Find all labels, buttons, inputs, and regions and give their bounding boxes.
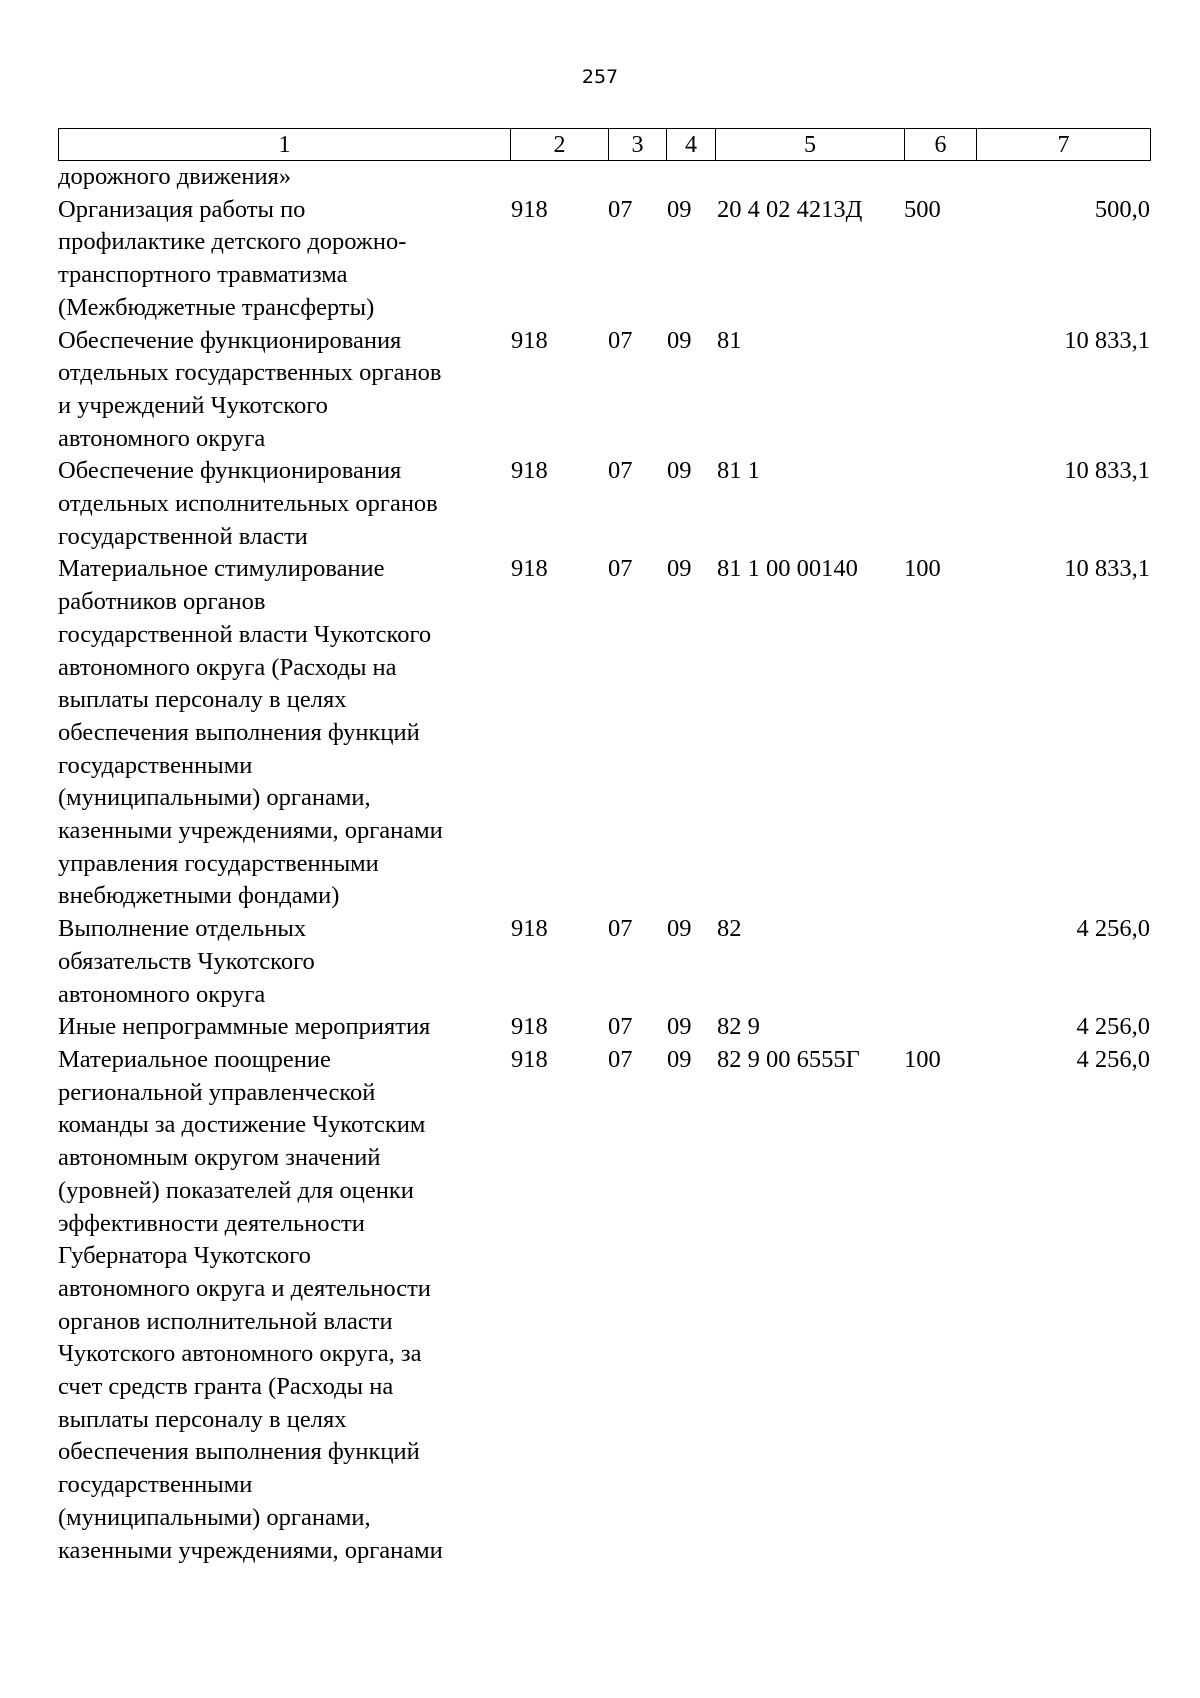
- expense-name-line: профилактике детского дорожно-: [58, 228, 407, 256]
- expense-name-line: органов исполнительной власти: [58, 1307, 393, 1335]
- column-header-4: 4: [667, 129, 716, 161]
- department-code-cell: 918: [511, 1013, 548, 1041]
- subsection-cell: 09: [667, 326, 692, 354]
- expense-type-cell: [904, 913, 976, 1011]
- target-article-cell: 82 9: [717, 1013, 760, 1041]
- expense-name-line: (уровней) показателей для оценки: [58, 1176, 414, 1204]
- amount-cell: 4 256,0: [1076, 1013, 1150, 1041]
- expense-name-line: автономным округом значений: [58, 1144, 381, 1172]
- section-cell: 07: [608, 1013, 633, 1041]
- expense-name-line: (муниципальными) органами,: [58, 1503, 371, 1531]
- expense-name-cell: [58, 161, 510, 194]
- target-article-cell: 82: [717, 915, 742, 943]
- section-cell: 07: [608, 326, 633, 354]
- expense-name-line: региональной управленческой: [58, 1078, 376, 1106]
- expense-name-line: автономного округа (Расходы на: [58, 653, 397, 681]
- subsection-cell: 09: [667, 195, 692, 223]
- expense-name-line: Обеспечение функционирования: [58, 326, 402, 354]
- expense-name-cell: [58, 553, 510, 913]
- amount-cell: [976, 161, 1150, 194]
- table-row: [58, 161, 1150, 194]
- column-header-table: [58, 128, 1151, 161]
- table-row: [58, 325, 1150, 456]
- column-header-3: 3: [609, 129, 667, 161]
- subsection-cell: [666, 161, 715, 194]
- expense-name-cell: [58, 1011, 510, 1044]
- table-row: [58, 455, 1150, 553]
- expense-name-line: казенными учреждениями, органами: [58, 817, 443, 845]
- expense-type-cell: 100: [904, 1045, 941, 1073]
- expense-name-line: обеспечения выполнения функций: [58, 718, 420, 746]
- expense-name-line: и учреждений Чукотского: [58, 391, 328, 419]
- target-article-cell: 81 1 00 00140: [717, 555, 858, 583]
- section-cell: [608, 161, 666, 194]
- expense-type-cell: [904, 325, 976, 456]
- expense-name-line: счет средств гранта (Расходы на: [58, 1373, 394, 1401]
- column-header-row: [59, 129, 1151, 161]
- target-article-cell: 81: [717, 326, 742, 354]
- amount-cell: 4 256,0: [1076, 915, 1150, 943]
- expense-name-line: транспортного травматизма: [58, 261, 348, 289]
- expense-name-cell: [58, 913, 510, 1011]
- expense-name-cell: [58, 455, 510, 553]
- expense-name-line: казенными учреждениями, органами: [58, 1536, 443, 1564]
- expense-name-line: Чукотского автономного округа, за: [58, 1340, 422, 1368]
- expense-name-line: автономного округа: [58, 424, 266, 452]
- expense-type-cell: 500: [904, 195, 941, 223]
- department-code-cell: 918: [511, 195, 548, 223]
- expense-name-line: внебюджетными фондами): [58, 882, 340, 910]
- expense-name-line: государственной власти Чукотского: [58, 620, 432, 648]
- expense-name-line: государственными: [58, 751, 253, 779]
- expense-type-cell: 100: [904, 555, 941, 583]
- target-article-cell: 81 1: [717, 457, 760, 485]
- page-number: 257: [581, 66, 619, 88]
- expense-name-line: работников органов: [58, 588, 266, 616]
- table-row: [58, 1011, 1150, 1044]
- expense-name-line: выплаты персоналу в целях: [58, 686, 347, 714]
- table-row: [58, 913, 1150, 1011]
- column-header-2: 2: [511, 129, 609, 161]
- amount-cell: 4 256,0: [1076, 1045, 1150, 1073]
- department-code-cell: [510, 161, 608, 194]
- section-cell: 07: [608, 195, 633, 223]
- table-row: [58, 1044, 1150, 1567]
- expense-name-line: Обеспечение функционирования: [58, 457, 402, 485]
- expense-name-cell: [58, 325, 510, 456]
- subsection-cell: 09: [667, 915, 692, 943]
- expense-name-line: отдельных государственных органов: [58, 359, 442, 387]
- column-header-1: 1: [59, 129, 511, 161]
- department-code-cell: 918: [511, 326, 548, 354]
- expense-name-line: команды за достижение Чукотским: [58, 1111, 426, 1139]
- expense-name-line: управления государственными: [58, 849, 379, 877]
- expense-name-line: государственными: [58, 1471, 253, 1499]
- target-article-cell: [715, 161, 904, 194]
- section-cell: 07: [608, 1045, 633, 1073]
- expense-name-line: Выполнение отдельных: [58, 915, 307, 943]
- expense-name-line: Организация работы по: [58, 195, 306, 223]
- expense-name-line: (муниципальными) органами,: [58, 784, 371, 812]
- expense-name-line: Материальное стимулирование: [58, 555, 385, 583]
- department-code-cell: 918: [511, 457, 548, 485]
- expense-name-line: отдельных исполнительных органов: [58, 490, 438, 518]
- expense-name-line: эффективности деятельности: [58, 1209, 365, 1237]
- subsection-cell: 09: [667, 457, 692, 485]
- expense-name-line: Материальное поощрение: [58, 1045, 331, 1073]
- department-code-cell: 918: [511, 555, 548, 583]
- department-code-cell: 918: [511, 1045, 548, 1073]
- department-code-cell: 918: [511, 915, 548, 943]
- subsection-cell: 09: [667, 555, 692, 583]
- target-article-cell: 20 4 02 4213Д: [717, 195, 863, 223]
- expense-name-line: автономного округа: [58, 980, 266, 1008]
- column-header-7: 7: [977, 129, 1151, 161]
- expense-name-line: выплаты персоналу в целях: [58, 1405, 347, 1433]
- column-header-6: 6: [905, 129, 977, 161]
- amount-cell: 10 833,1: [1064, 555, 1150, 583]
- expense-name-line: Иные непрограммные мероприятия: [58, 1013, 431, 1041]
- target-article-cell: 82 9 00 6555Г: [717, 1045, 860, 1073]
- expense-name-line: Губернатора Чукотского: [58, 1242, 311, 1270]
- table-row: [58, 553, 1150, 913]
- expense-name-cell: [58, 1044, 510, 1567]
- expense-name-line: (Межбюджетные трансферты): [58, 293, 375, 321]
- budget-table: [58, 161, 1150, 1567]
- amount-cell: 10 833,1: [1064, 326, 1150, 354]
- subsection-cell: 09: [667, 1045, 692, 1073]
- column-header-5: 5: [716, 129, 905, 161]
- expense-name-line: обязательств Чукотского: [58, 947, 315, 975]
- subsection-cell: 09: [667, 1013, 692, 1041]
- expense-name-line: государственной власти: [58, 522, 308, 550]
- expense-type-cell: [904, 161, 976, 194]
- expense-name-cell: [58, 194, 510, 325]
- section-cell: 07: [608, 555, 633, 583]
- expense-name-line: автономного округа и деятельности: [58, 1274, 431, 1302]
- expense-type-cell: [904, 455, 976, 553]
- table-row: [58, 194, 1150, 325]
- amount-cell: 10 833,1: [1064, 457, 1150, 485]
- amount-cell: 500,0: [1094, 195, 1150, 223]
- expense-name-line: дорожного движения»: [58, 163, 292, 190]
- section-cell: 07: [608, 457, 633, 485]
- expense-type-cell: [904, 1011, 976, 1044]
- section-cell: 07: [608, 915, 633, 943]
- expense-name-line: обеспечения выполнения функций: [58, 1438, 420, 1466]
